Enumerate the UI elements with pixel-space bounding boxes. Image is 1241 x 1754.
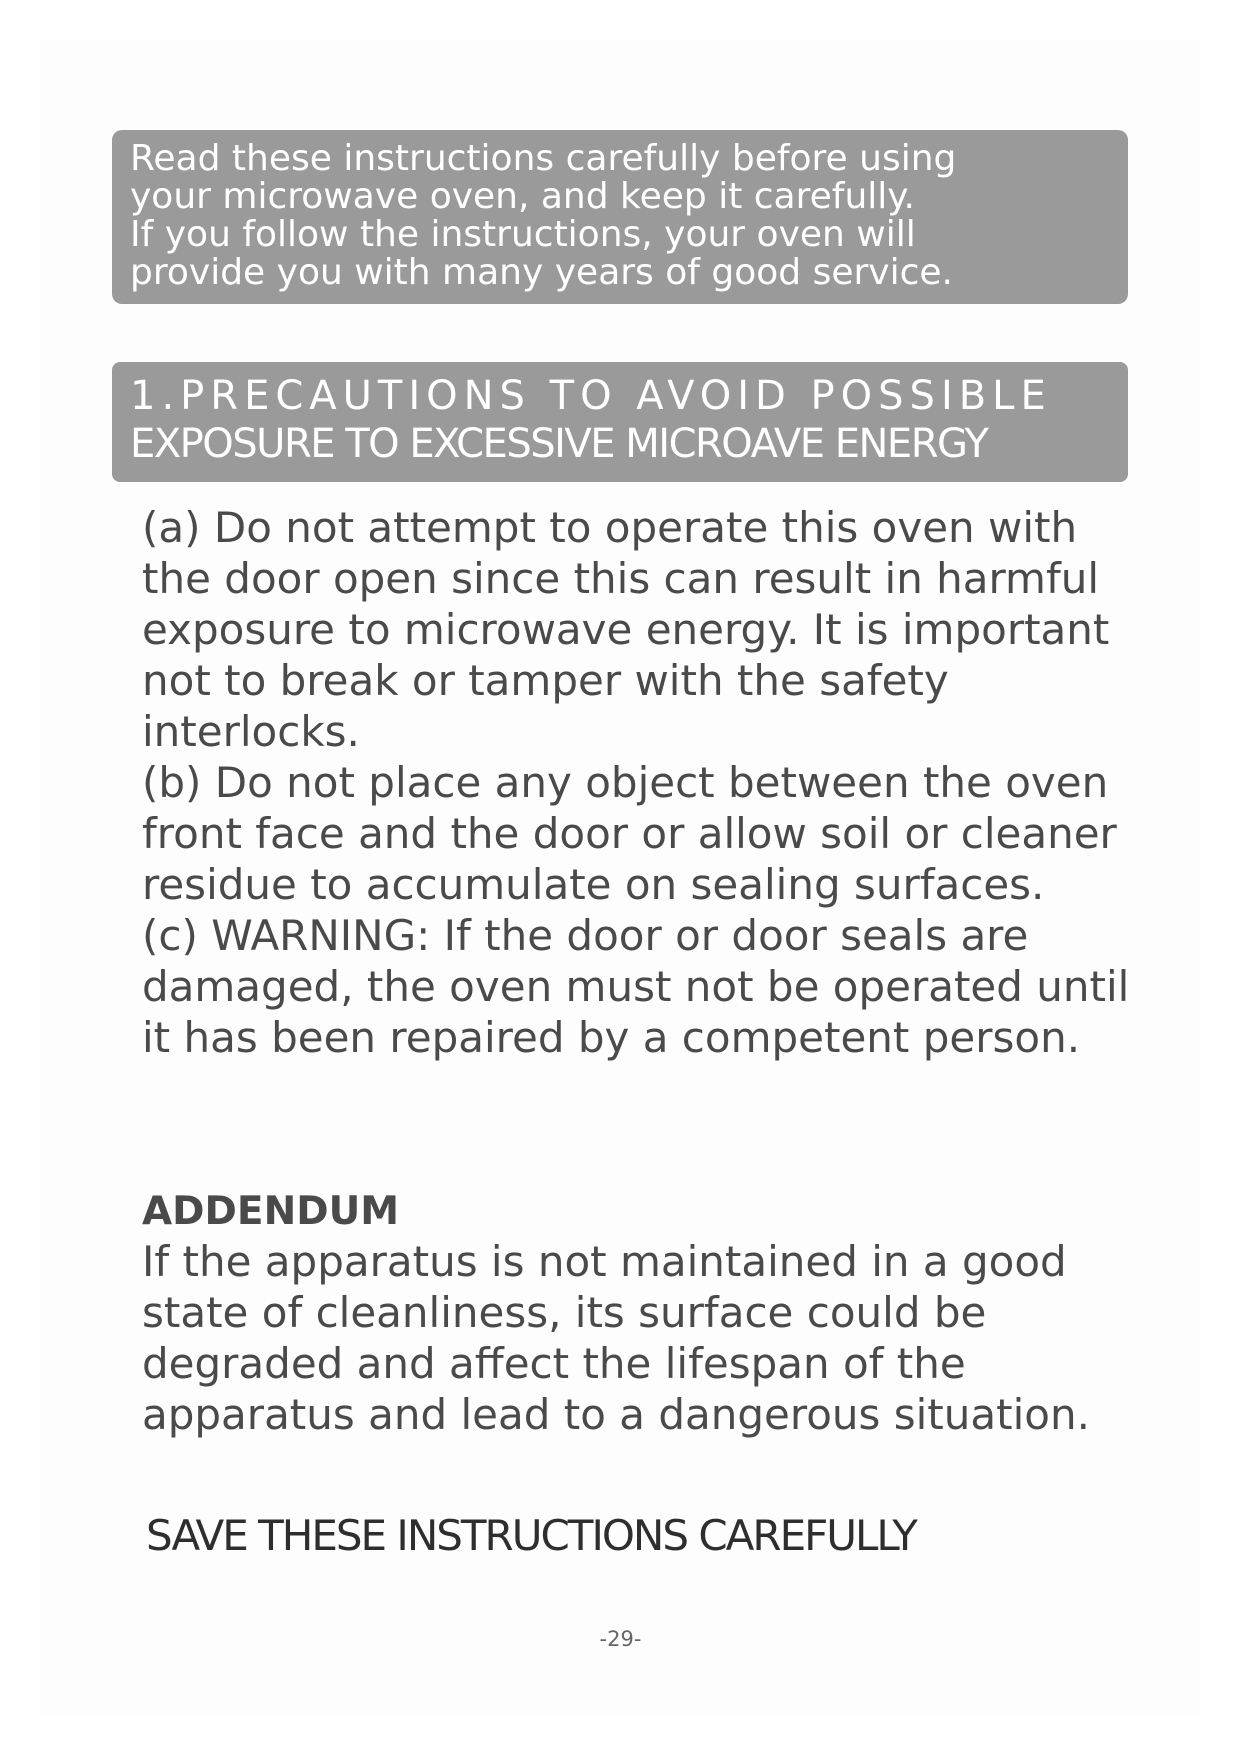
intro-line: provide you with many years of good service. <box>130 252 953 293</box>
precaution-item: (c) WARNING: If the door or door seals are damaged, the oven must not be operated until it has been repaired by a competent person. <box>142 911 1130 1062</box>
save-instructions-notice: SAVE THESE INSTRUCTIONS CAREFULLY <box>146 1511 916 1560</box>
addendum-paragraph: If the apparatus is not maintained in a good state of cleanliness, its surface could be degraded and affect the lifespan of the apparatus and lead to a dangerous situation. <box>142 1237 1090 1439</box>
section-heading-box <box>112 362 1128 482</box>
precaution-item: (a) Do not attempt to operate this oven with the door open since this can result in harmful exposure to microwave energy. It is important not to break or tamper with the safety interlocks. <box>142 503 1110 756</box>
precautions-list <box>142 502 1142 1063</box>
intro-line: If you follow the instructions, your oven will <box>130 214 916 255</box>
precaution-item: (b) Do not place any object between the oven front face and the door or allow soil or cleaner residue to accumulate on sealing surfaces. <box>142 758 1117 909</box>
section-title-line: EXPOSURE TO EXCESSIVE MICROAVE ENERGY <box>130 421 988 467</box>
section-title-line: 1.PRECAUTIONS TO AVOID POSSIBLE <box>130 373 1052 419</box>
intro-line: Read these instructions carefully before using <box>130 138 957 179</box>
addendum-text <box>142 1236 1142 1440</box>
intro-line: your microwave oven, and keep it carefully. <box>130 176 915 217</box>
addendum-title: ADDENDUM <box>142 1189 400 1234</box>
intro-notice-box <box>112 130 1128 304</box>
page-number: -29- <box>599 1627 642 1651</box>
